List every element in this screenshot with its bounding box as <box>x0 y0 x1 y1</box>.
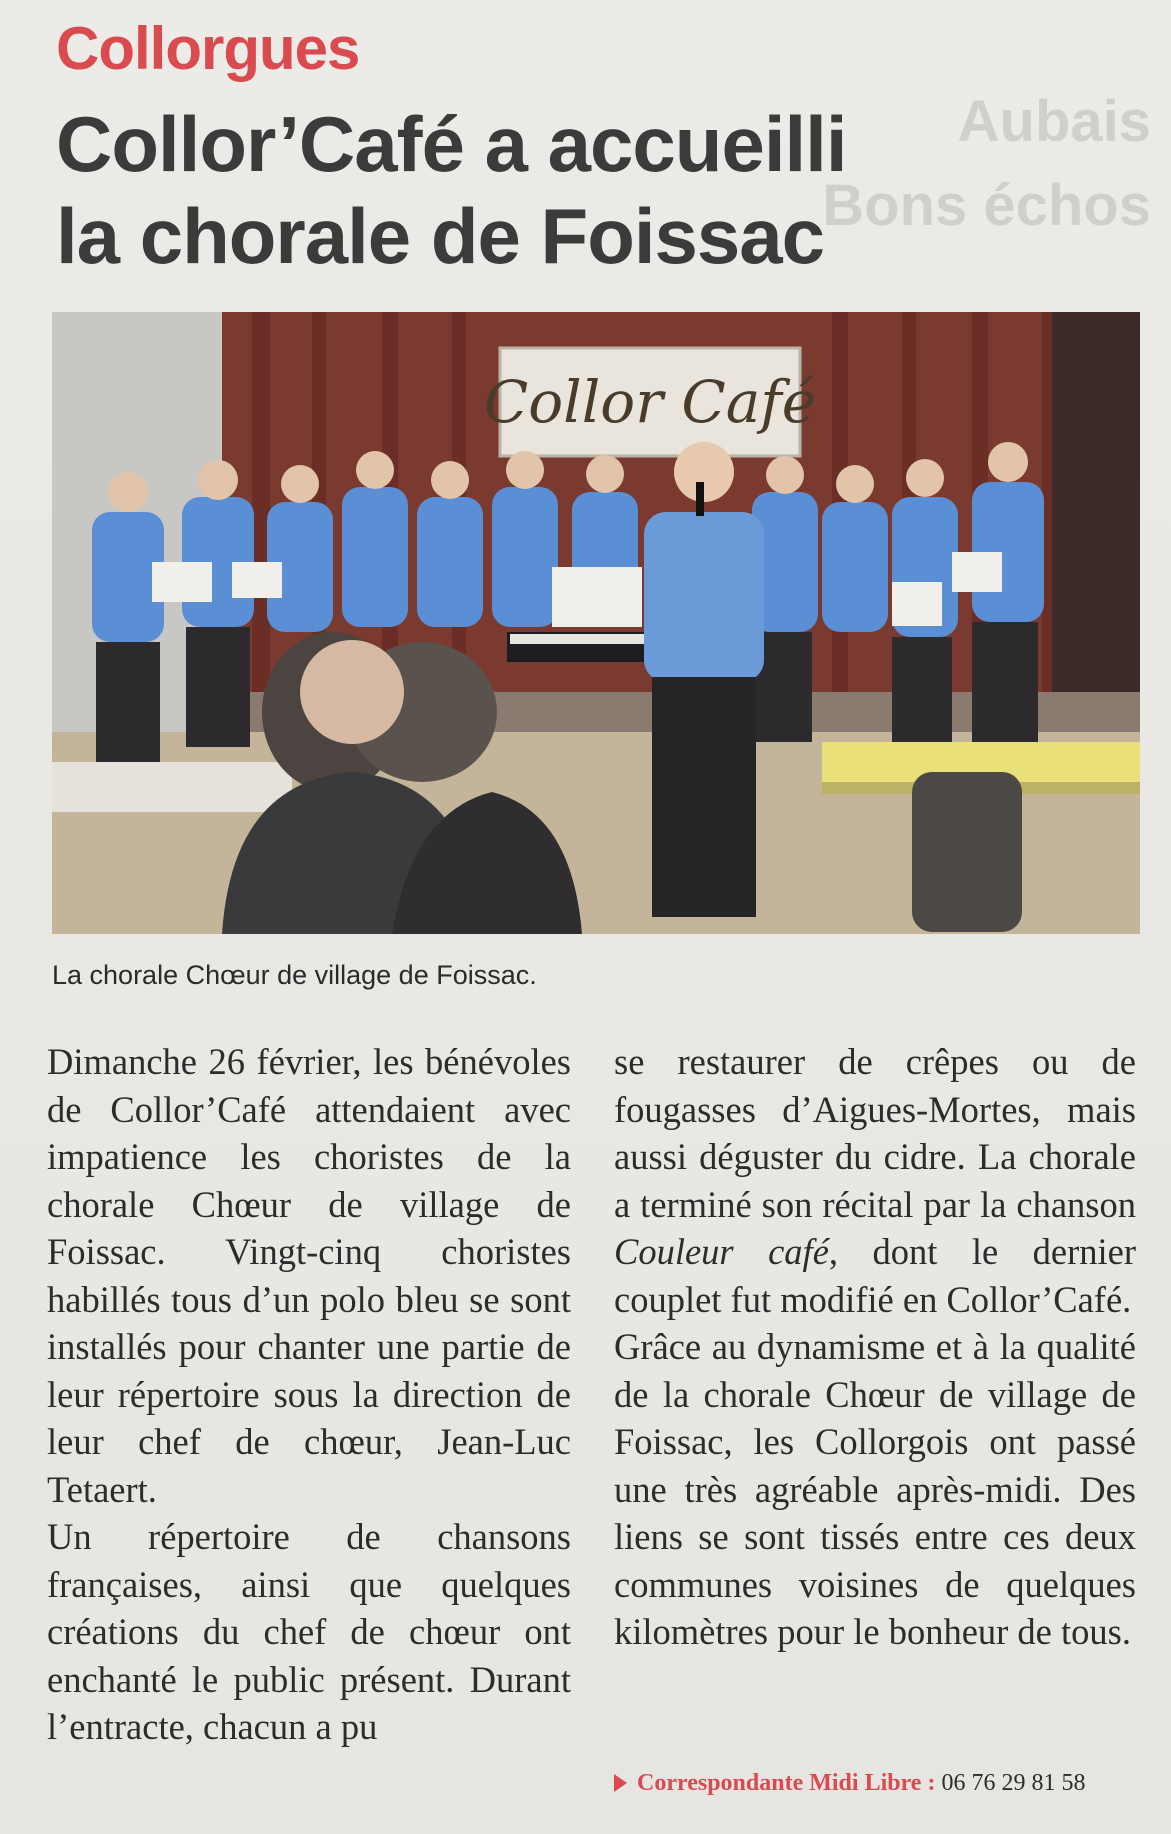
headline-line-1: Collor’Café a accueilli <box>56 100 847 188</box>
triangle-arrow-icon <box>614 1774 627 1792</box>
article-column-2 <box>614 1038 1136 1656</box>
correspondent-contact <box>614 1770 1085 1797</box>
text-run: se restaurer de crêpes ou de fougasses d’Aigues-Mortes, mais aussi déguster du cidre. La chorale a terminé son récital par la chanson <box>614 1041 1136 1225</box>
article-column-1 <box>47 1038 571 1751</box>
choir-photo-illustration <box>52 312 1140 934</box>
contact-phone: 06 76 29 81 58 <box>941 1770 1086 1796</box>
headline <box>56 98 956 282</box>
contact-label: Correspondante Midi Libre : <box>637 1770 936 1796</box>
text-run: , dont le dernier couplet fut modifié en Collor’Café. <box>614 1231 1136 1320</box>
choir-photo <box>52 312 1140 934</box>
paragraph: Grâce au dynamisme et à la qualité de la chorale Chœur de village de Foissac, les Collorgois ont passé une très agréable après-midi. Des liens se sont tissés entre ces deux communes voisines de quelques kilomètres pour le bonheur de tous. <box>614 1326 1136 1652</box>
song-title: Couleur café <box>614 1231 829 1272</box>
photo-caption: La chorale Chœur de village de Foissac. <box>52 960 537 990</box>
paragraph: Dimanche 26 février, les bénévoles de Collor’Café attendaient avec impatience les choristes de la chorale Chœur de village de Foissac. Vingt-cinq choristes habillés tous d’un polo bleu se sont installés pour chanter une partie de leur répertoire sous la direction de leur chef de chœur, Jean-Luc Tetaert. <box>47 1041 571 1510</box>
paragraph <box>614 1038 1136 1323</box>
paragraph: Un répertoire de chansons françaises, ainsi que quelques créations du chef de chœur ont enchanté le public présent. Durant l’entracte, chacun a pu <box>47 1516 571 1747</box>
bleed-through-text: Aubais Bons échos <box>822 89 1151 238</box>
headline-line-2: la chorale de Foissac <box>56 192 825 280</box>
section-title: Collorgues <box>56 15 360 82</box>
banner-text: Collor Café <box>483 368 817 436</box>
